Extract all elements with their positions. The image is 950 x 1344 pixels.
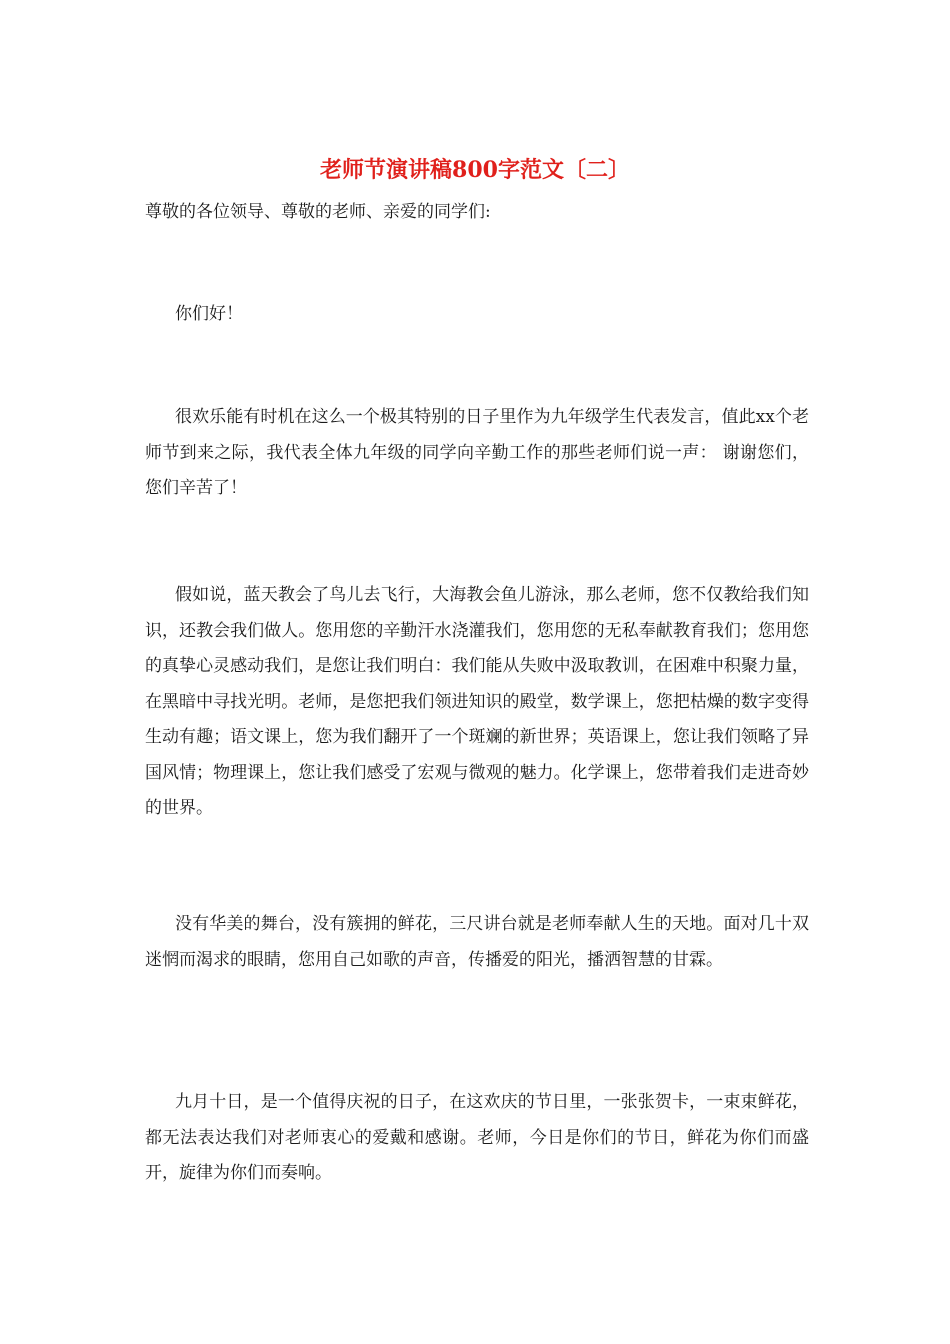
document-title: 老师节演讲稿800字范文〔二〕 [320,157,630,183]
paragraph-celebration: 九月十日，是一个值得庆祝的日子，在这欢庆的节日里，一张张贺卡，一束束鲜花，都无法表达我们对老师衷心的爱戴和感谢。老师，今日是你们的节日，鲜花为你们而盛开，旋律为你们而奏响。 [145,1092,809,1183]
paragraph-greeting: 你们好！ [175,304,243,324]
paragraph-introduction: 很欢乐能有时机在这么一个极其特别的日子里作为九年级学生代表发言，值此xx个老师节到来之际，我代表全体九年级的同学向辛勤工作的那些老师们说一声： 谢谢您们，您们辛苦了！ [145,407,809,498]
paragraph-podium: 没有华美的舞台，没有簇拥的鲜花，三尺讲台就是老师奉献人生的天地。面对几十双迷惘而渴求的眼睛，您用自己如歌的声音，传播爱的阳光，播洒智慧的甘霖。 [145,914,809,970]
salutation: 尊敬的各位领导、尊敬的老师、亲爱的同学们: [145,202,491,222]
paragraph-teacher-praise: 假如说，蓝天教会了鸟儿去飞行，大海教会鱼儿游泳，那么老师，您不仅教给我们知识，还教会我们做人。您用您的辛勤汗水浇灌我们，您用您的无私奉献教育我们；您用您的真挚心灵感动我们，是您让我们明白：我们能从失败中汲取教训，在困难中积聚力量，在黑暗中寻找光明。老师，是您把我们领进知识的殿堂，数学课上，您把枯燥的数字变得生动有趣；语文课上，您为我们翻开了一个斑斓的新世界；英语课上，您让我们领略了异国风情；物理课上，您让我们感受了宏观与微观的魅力。化学课上，您带着我们走进奇妙的世界。 [145,585,809,818]
